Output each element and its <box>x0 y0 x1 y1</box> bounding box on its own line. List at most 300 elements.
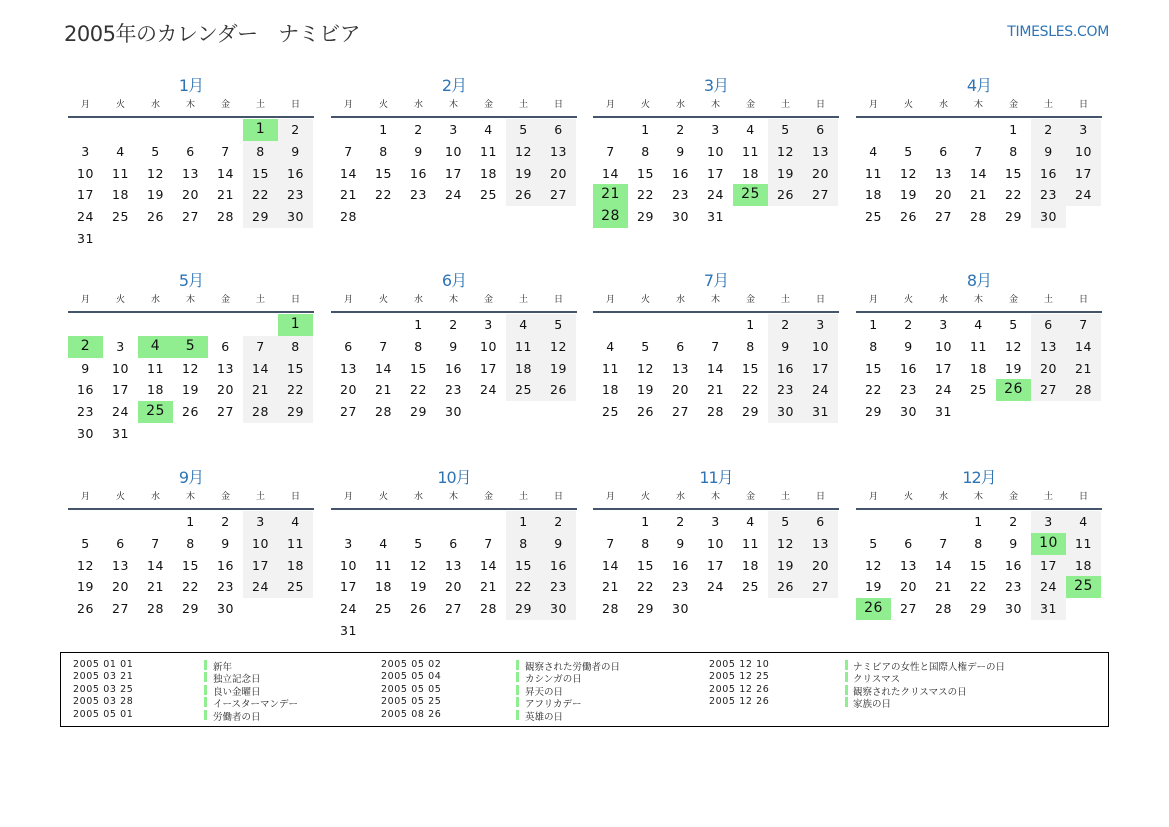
day-cell: 19 <box>182 382 199 398</box>
day-cell: 10 <box>935 338 952 354</box>
day-cell: 9 <box>676 143 685 159</box>
weekday-label: 水 <box>938 100 948 110</box>
day-cell: 2 <box>414 122 423 137</box>
week-row <box>68 555 314 577</box>
weekday-label: 木 <box>448 295 458 305</box>
header-rule <box>856 116 1102 118</box>
day-cell: 8 <box>278 336 313 358</box>
day-cell: 5 <box>151 143 160 159</box>
holiday-name: 労働者の日 <box>213 711 261 723</box>
day-cell: 25 <box>112 209 129 225</box>
month-5 <box>68 269 314 445</box>
day-cell: 15 <box>182 557 199 573</box>
day-cell: 13 <box>935 165 952 181</box>
day-cell: 6 <box>676 338 685 354</box>
day-cell: 12 <box>637 360 654 376</box>
empty-day-cell <box>103 119 138 141</box>
day-cell: 27 <box>340 404 357 420</box>
month-8 <box>856 269 1102 423</box>
header-rule <box>593 311 839 313</box>
day-cell: 8 <box>869 338 878 354</box>
month-name: 1月 <box>178 76 204 95</box>
day-cell: 31 <box>340 622 357 638</box>
day-cell: 24 <box>1066 184 1101 206</box>
day-cell: 4 <box>379 535 388 551</box>
weekday-header <box>331 98 577 112</box>
empty-day-cell <box>68 119 103 141</box>
day-cell: 28 <box>1066 379 1101 401</box>
weekday-label: 火 <box>640 492 650 502</box>
header-rule <box>856 311 1102 313</box>
holiday-name: カシンガの日 <box>525 674 582 686</box>
empty-day-cell <box>891 119 926 141</box>
day-cell: 4 <box>278 511 313 533</box>
day-cell: 29 <box>865 404 882 420</box>
week-row <box>68 379 314 401</box>
week-row <box>593 401 839 423</box>
day-cell: 8 <box>243 141 278 163</box>
empty-day-cell <box>698 314 733 336</box>
weekday-label: 水 <box>938 295 948 305</box>
week-row <box>856 598 1102 620</box>
holiday-day-cell: 5 <box>173 336 208 358</box>
day-cell: 20 <box>672 382 689 398</box>
day-cell: 16 <box>445 360 462 376</box>
weekday-header <box>856 293 1102 307</box>
day-grid <box>331 314 577 423</box>
week-row <box>68 511 314 533</box>
week-row <box>68 598 314 620</box>
empty-day-cell <box>628 314 663 336</box>
week-row <box>593 163 839 185</box>
day-cell: 17 <box>707 165 724 181</box>
week-row <box>856 184 1102 206</box>
month-6 <box>331 269 577 423</box>
day-cell: 1 <box>379 122 388 137</box>
day-cell: 25 <box>602 404 619 420</box>
weekday-label: 土 <box>1043 100 1053 110</box>
day-cell: 20 <box>935 187 952 203</box>
weekday-label: 土 <box>518 492 528 502</box>
day-cell: 28 <box>707 404 724 420</box>
day-cell: 19 <box>768 555 803 577</box>
weekday-label: 水 <box>413 295 423 305</box>
month-4 <box>856 74 1102 228</box>
week-row <box>331 511 577 533</box>
brand-logo[interactable]: TIMESLES.COM <box>1007 24 1109 40</box>
day-cell: 23 <box>278 184 313 206</box>
week-row <box>593 358 839 380</box>
week-row <box>593 119 839 141</box>
day-cell: 7 <box>221 143 230 159</box>
day-cell: 29 <box>637 209 654 225</box>
day-cell: 9 <box>904 338 913 354</box>
holiday-day-cell: 21 <box>593 184 628 206</box>
day-cell: 23 <box>900 382 917 398</box>
week-row <box>856 358 1102 380</box>
day-cell: 10 <box>707 143 724 159</box>
month-11 <box>593 466 839 620</box>
empty-day-cell <box>471 511 506 533</box>
day-cell: 18 <box>480 165 497 181</box>
day-cell: 22 <box>637 579 654 595</box>
day-cell: 26 <box>541 379 576 401</box>
day-cell: 19 <box>147 187 164 203</box>
day-cell: 17 <box>243 555 278 577</box>
week-row <box>593 511 839 533</box>
holiday-name: ナミビアの女性と国際人権デーの日 <box>853 662 1006 673</box>
day-cell: 21 <box>147 579 164 595</box>
holiday-day-cell: 25 <box>733 184 768 206</box>
week-row <box>331 163 577 185</box>
header-rule <box>593 508 839 510</box>
holiday-date: 2005 08 26 <box>381 708 442 720</box>
holiday-date: 2005 12 10 <box>709 659 770 670</box>
day-cell: 4 <box>506 314 541 336</box>
month-name: 12月 <box>962 468 996 487</box>
day-cell: 23 <box>445 382 462 398</box>
week-row <box>68 163 314 185</box>
month-12 <box>856 466 1102 620</box>
day-cell: 13 <box>445 557 462 573</box>
day-cell: 5 <box>768 511 803 533</box>
weekday-label: 水 <box>675 492 685 502</box>
day-cell: 28 <box>602 601 619 617</box>
week-row <box>593 184 839 206</box>
day-cell: 31 <box>707 209 724 225</box>
day-cell: 6 <box>186 143 195 159</box>
week-row <box>331 358 577 380</box>
day-cell: 17 <box>803 358 838 380</box>
day-cell: 29 <box>410 404 427 420</box>
month-name: 5月 <box>178 271 204 290</box>
weekday-header <box>68 98 314 112</box>
weekday-label: 日 <box>290 492 300 502</box>
month-name: 2月 <box>441 76 467 95</box>
holiday-marker <box>845 697 848 707</box>
holiday-date: 2005 01 01 <box>73 659 134 670</box>
weekday-label: 土 <box>1043 295 1053 305</box>
day-cell: 3 <box>116 338 125 354</box>
weekday-label: 金 <box>1008 492 1018 502</box>
weekday-label: 水 <box>150 492 160 502</box>
week-row <box>331 119 577 141</box>
page-title: 2005年のカレンダー ナミビア <box>64 22 361 46</box>
day-cell: 6 <box>116 535 125 551</box>
day-cell: 20 <box>803 555 838 577</box>
day-cell: 6 <box>904 535 913 551</box>
week-row <box>856 379 1102 401</box>
day-cell: 26 <box>77 601 94 617</box>
weekday-label: 日 <box>290 100 300 110</box>
day-cell: 16 <box>672 557 689 573</box>
week-row <box>68 401 314 423</box>
weekday-header <box>331 490 577 504</box>
day-cell: 22 <box>243 184 278 206</box>
day-cell: 16 <box>900 360 917 376</box>
week-row <box>593 598 839 620</box>
week-row <box>68 576 314 598</box>
day-cell: 11 <box>970 338 987 354</box>
day-cell: 29 <box>182 601 199 617</box>
week-row <box>856 163 1102 185</box>
day-cell: 14 <box>707 360 724 376</box>
day-cell: 23 <box>541 576 576 598</box>
day-cell: 23 <box>672 187 689 203</box>
weekday-label: 水 <box>150 100 160 110</box>
calendar-grid <box>68 74 1110 649</box>
day-cell: 25 <box>375 601 392 617</box>
month-1 <box>68 74 314 250</box>
day-cell: 17 <box>445 165 462 181</box>
day-cell: 1 <box>641 514 650 529</box>
holiday-name: 独立記念日 <box>213 674 261 686</box>
empty-day-cell <box>243 314 278 336</box>
day-cell: 24 <box>77 209 94 225</box>
day-cell: 2 <box>278 119 313 141</box>
empty-day-cell <box>366 511 401 533</box>
day-cell: 11 <box>278 533 313 555</box>
day-cell: 20 <box>900 579 917 595</box>
day-cell: 26 <box>506 184 541 206</box>
day-cell: 7 <box>243 336 278 358</box>
day-cell: 1 <box>1009 122 1018 137</box>
day-cell: 13 <box>803 533 838 555</box>
day-cell: 10 <box>480 338 497 354</box>
month-7 <box>593 269 839 423</box>
day-cell: 24 <box>243 576 278 598</box>
day-cell: 19 <box>865 579 882 595</box>
weekday-label: 土 <box>518 100 528 110</box>
day-cell: 15 <box>742 360 759 376</box>
day-cell: 25 <box>480 187 497 203</box>
day-cell: 13 <box>672 360 689 376</box>
day-cell: 15 <box>278 358 313 380</box>
week-row <box>68 228 314 250</box>
week-row <box>331 533 577 555</box>
day-cell: 6 <box>221 338 230 354</box>
header-rule <box>68 116 314 118</box>
day-cell: 6 <box>939 143 948 159</box>
day-cell: 3 <box>1066 119 1101 141</box>
weekday-label: 火 <box>903 100 913 110</box>
weekday-label: 月 <box>80 100 90 110</box>
day-grid <box>331 511 577 642</box>
week-row <box>331 576 577 598</box>
day-cell: 1 <box>974 514 983 529</box>
weekday-label: 火 <box>115 492 125 502</box>
weekday-label: 日 <box>1078 492 1088 502</box>
weekday-label: 金 <box>220 492 230 502</box>
day-cell: 16 <box>541 555 576 577</box>
holiday-day-cell: 26 <box>996 379 1031 401</box>
weekday-label: 火 <box>903 492 913 502</box>
holiday-marker <box>845 672 848 682</box>
weekday-header <box>856 98 1102 112</box>
day-cell: 7 <box>151 535 160 551</box>
day-cell: 26 <box>637 404 654 420</box>
day-cell: 16 <box>1031 163 1066 185</box>
day-cell: 28 <box>970 209 987 225</box>
day-cell: 12 <box>182 360 199 376</box>
day-cell: 25 <box>506 379 541 401</box>
day-cell: 3 <box>1031 511 1066 533</box>
holiday-marker <box>204 672 207 682</box>
day-cell: 16 <box>217 557 234 573</box>
day-cell: 4 <box>1066 511 1101 533</box>
day-cell: 2 <box>449 317 458 332</box>
day-cell: 6 <box>449 535 458 551</box>
day-cell: 22 <box>742 382 759 398</box>
month-name: 10月 <box>437 468 471 487</box>
holiday-marker <box>516 660 519 670</box>
header-rule <box>593 116 839 118</box>
day-cell: 17 <box>935 360 952 376</box>
day-cell: 7 <box>606 535 615 551</box>
week-row <box>331 336 577 358</box>
day-cell: 30 <box>217 601 234 617</box>
day-cell: 19 <box>900 187 917 203</box>
week-row <box>68 206 314 228</box>
weekday-label: 木 <box>710 100 720 110</box>
holiday-day-cell: 28 <box>593 206 628 228</box>
day-cell: 18 <box>865 187 882 203</box>
week-row <box>856 401 1102 423</box>
holiday-marker <box>204 685 207 695</box>
month-9 <box>68 466 314 620</box>
holiday-list <box>60 652 1109 727</box>
empty-day-cell <box>926 511 961 533</box>
day-grid <box>593 314 839 423</box>
weekday-label: 火 <box>640 100 650 110</box>
weekday-label: 日 <box>1078 100 1088 110</box>
day-grid <box>856 511 1102 620</box>
day-cell: 2 <box>541 511 576 533</box>
day-cell: 10 <box>707 535 724 551</box>
day-cell: 5 <box>81 535 90 551</box>
day-cell: 30 <box>541 598 576 620</box>
day-cell: 28 <box>217 209 234 225</box>
week-row <box>331 314 577 336</box>
day-cell: 11 <box>742 535 759 551</box>
day-cell: 12 <box>147 165 164 181</box>
day-cell: 3 <box>484 317 493 332</box>
holiday-date: 2005 12 25 <box>709 671 770 683</box>
day-cell: 24 <box>340 601 357 617</box>
day-cell: 3 <box>711 122 720 137</box>
day-cell: 8 <box>641 143 650 159</box>
holiday-day-cell: 25 <box>138 401 173 423</box>
holiday-day-cell: 1 <box>243 119 278 141</box>
day-cell: 22 <box>182 579 199 595</box>
day-cell: 21 <box>1066 358 1101 380</box>
week-row <box>856 336 1102 358</box>
weekday-label: 木 <box>185 295 195 305</box>
day-cell: 13 <box>112 557 129 573</box>
day-cell: 17 <box>77 187 94 203</box>
weekday-label: 水 <box>150 295 160 305</box>
day-cell: 17 <box>707 557 724 573</box>
header-rule <box>331 508 577 510</box>
day-cell: 27 <box>900 601 917 617</box>
weekday-label: 月 <box>343 492 353 502</box>
day-cell: 27 <box>182 209 199 225</box>
day-cell: 15 <box>865 360 882 376</box>
day-cell: 14 <box>217 165 234 181</box>
day-cell: 19 <box>1005 360 1022 376</box>
holiday-name: 新年 <box>213 662 233 673</box>
empty-day-cell <box>856 119 891 141</box>
week-row <box>856 119 1102 141</box>
day-cell: 12 <box>768 141 803 163</box>
day-cell: 31 <box>112 425 129 441</box>
day-cell: 19 <box>637 382 654 398</box>
day-cell: 4 <box>869 143 878 159</box>
day-cell: 10 <box>803 336 838 358</box>
holiday-date: 2005 03 21 <box>73 671 134 683</box>
day-cell: 6 <box>344 338 353 354</box>
day-cell: 1 <box>414 317 423 332</box>
empty-day-cell <box>856 511 891 533</box>
weekday-label: 土 <box>255 100 265 110</box>
weekday-header <box>331 293 577 307</box>
day-cell: 11 <box>112 165 129 181</box>
empty-day-cell <box>173 119 208 141</box>
day-cell: 14 <box>970 165 987 181</box>
day-cell: 17 <box>1066 163 1101 185</box>
weekday-header <box>856 490 1102 504</box>
weekday-label: 火 <box>378 295 388 305</box>
day-cell: 19 <box>768 163 803 185</box>
day-cell: 24 <box>935 382 952 398</box>
day-cell: 1 <box>746 317 755 332</box>
day-cell: 8 <box>379 143 388 159</box>
week-row <box>68 184 314 206</box>
day-cell: 16 <box>672 165 689 181</box>
day-cell: 13 <box>900 557 917 573</box>
day-cell: 10 <box>243 533 278 555</box>
holiday-marker <box>516 685 519 695</box>
weekday-label: 火 <box>378 100 388 110</box>
day-cell: 6 <box>1031 314 1066 336</box>
day-cell: 8 <box>1009 143 1018 159</box>
day-cell: 21 <box>602 579 619 595</box>
holiday-date: 2005 05 02 <box>381 659 442 670</box>
week-row <box>331 555 577 577</box>
weekday-label: 土 <box>255 492 265 502</box>
day-cell: 27 <box>541 184 576 206</box>
day-cell: 28 <box>340 209 357 225</box>
holiday-name: 観察された労働者の日 <box>525 662 621 673</box>
day-cell: 24 <box>803 379 838 401</box>
week-row <box>593 206 839 228</box>
day-cell: 7 <box>484 535 493 551</box>
month-name: 11月 <box>699 468 733 487</box>
empty-day-cell <box>103 314 138 336</box>
day-cell: 15 <box>637 557 654 573</box>
day-cell: 17 <box>112 382 129 398</box>
day-cell: 5 <box>1009 317 1018 332</box>
empty-day-cell <box>366 314 401 336</box>
empty-day-cell <box>961 119 996 141</box>
weekday-label: 月 <box>343 100 353 110</box>
day-cell: 26 <box>900 209 917 225</box>
weekday-header <box>593 490 839 504</box>
day-cell: 15 <box>637 165 654 181</box>
day-cell: 8 <box>746 338 755 354</box>
holiday-date: 2005 03 25 <box>73 683 134 695</box>
day-cell: 24 <box>1031 576 1066 598</box>
